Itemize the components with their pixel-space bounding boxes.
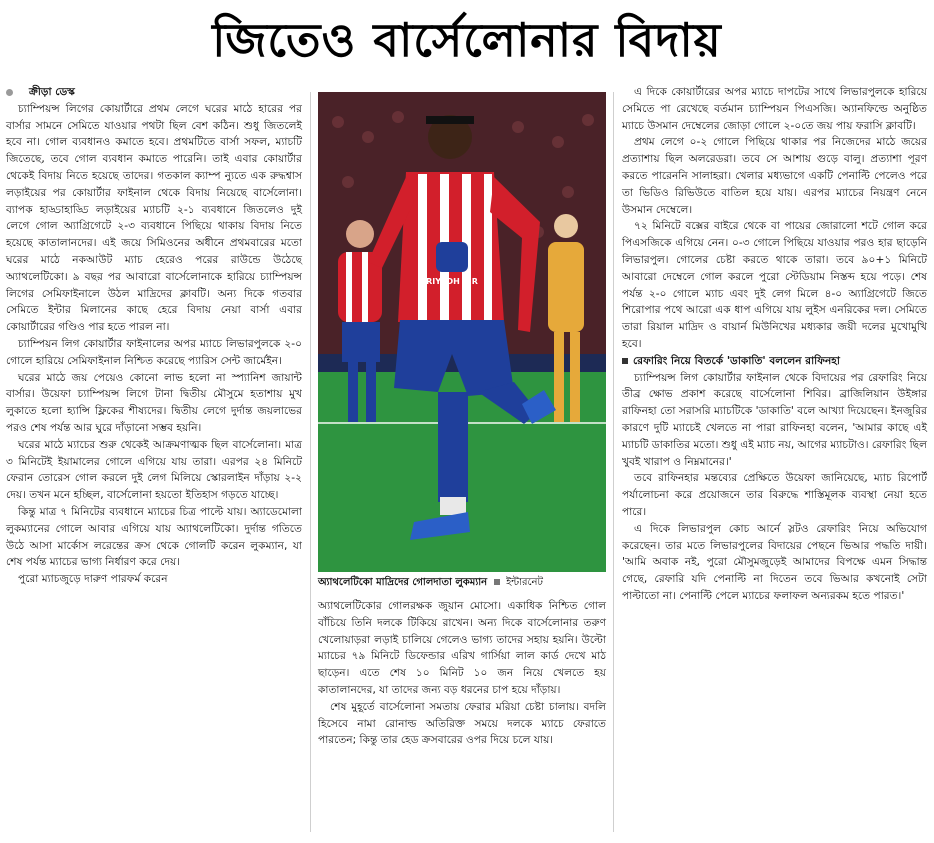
article-column-1 (6, 84, 302, 588)
jersey-sponsor: RIYADH AIR (426, 277, 478, 286)
paragraph: ৭২ মিনিটে বক্সের বাইরে থেকে বা পায়ের জোরালো শটে গোল করে পিএসজিকে এগিয়ে নেন। ০-৩ গোলে পিছিয়ে যাওয়ার পরও হার ছাড়েনি লিভারপুল। গোলের চেষ্টা করতে থাকে তারা। তবে ৯০+১ মিনিটে আবারো দেম্বেলে গোল করলে পুরো স্টেডিয়াম নিস্তব্দ হয়ে পড়ে। শেষ পর্যন্ত ২-০ গোলে ম্যাচ এবং দুই লেগ মিলে ৪-০ অ্যাগ্রিগেটে জিতে শিরোপার পথে আরো এক ধাপ এগিয়ে যায় লুইস এনরিকের দল। সেমিতে তারা রিয়াল মাদ্রিদ ও বায়ার্ন মিউনিখের মধ্যকার জয়ী দলের মুখোমুখি হবে। (622, 220, 927, 350)
column-divider (310, 92, 311, 832)
paragraph: এ দিকে কোয়ার্টারের অপর ম্যাচে দাপটের সাথে লিভারপুলকে হারিয়ে সেমিতে পা রেখেছে বর্তমান চ্যাম্পিয়ন পিএসজি। অ্যানফিল্ডে অনুষ্ঠিত ম্যাচে উসমান দেম্বেলের জোড়া গোলে ২-০তে জয় পায় ফরাসি ক্লাবটি। (622, 86, 927, 132)
article-column-2 (318, 598, 606, 749)
desk-label: ক্রীড়া ডেস্ক (29, 86, 75, 98)
paragraph: কিন্তু মাত্র ৭ মিনিটের ব্যবধানে ম্যাচের চিত্র পাল্টে যায়। অ্যাডেমোলা লুকম্যানের গোলে আবার এগিয়ে যায় অ্যাথলেটিকো। দুর্দান্ত গতিতে উঠে আসা মার্কোস লরেন্তের ক্রস থেকে গোলটি করেন লুকম্যান, যা শেষ পর্যন্ত ম্যাচের ভাগ্য নির্ধারণ করে দেয়। (6, 505, 302, 569)
subheading-text: রেফারিং নিয়ে বিতর্কে 'ডাকাতি' বললেন রাফিনহা (633, 354, 840, 367)
bullet-icon (6, 89, 13, 96)
headline: জিতেও বার্সেলোনার বিদায় (212, 13, 722, 67)
paragraph: তবে রাফিনহার মন্তব্যের প্রেক্ষিতে উয়েফা জানিয়েছে, ম্যাচ রিপোর্ট পর্যালোচনা করে প্রয়োজনে তার বিরুদ্ধে শাস্তিমূলক ব্যবস্থা নেয়া হতে পারে। (622, 472, 927, 518)
caption-text: অ্যাথলেটিকো মাদ্রিদের গোলদাতা লুকম্যান (318, 577, 488, 588)
subheading (622, 353, 927, 370)
desk-line (6, 84, 302, 101)
paragraph: অ্যাথলেটিকোর গোলরক্ষক জুয়ান মোসো। একাধিক নিশ্চিত গোল বাঁচিয়ে তিনি দলকে টিকিয়ে রাখেন। অন্য দিকে বার্সেলোনার তরুণ খেলোয়াড়রা লড়াই চালিয়ে গেলেও ভাগ্য তাদের সহায় হয়নি। উল্টো ম্যাচের ৭৯ মিনিটে ডিফেন্ডার এরিখ গার্সিয়া লাল কার্ড দেখে মাঠ ছাড়েন। এতে শেষ ১০ মিনিট ১০ জন নিয়ে খেলতে হয় কাতালানদের, যা তাদের জন্য বড় ধরনের চাপ হয়ে দাঁড়ায়। (318, 600, 606, 696)
photo-credit: ইন্টারনেট (506, 577, 543, 588)
paragraph: চ্যাম্পিয়ন্স লিগ কোয়ার্টার ফাইনাল থেকে বিদায়ের পর রেফারিং নিয়ে তীব্র ক্ষোভ প্রকাশ করেছে বার্সেলোনা শিবির। ব্রাজিলিয়ান উইঙ্গার রাফিনহা তো সরাসরি ম্যাচটিকে 'ডাকাতি' বলে আখ্যা দিয়েছেন। ইনজুরির কারণে দুটি ম্যাচেই খেলতে না পারা রাফিনহা বলেন, 'আমার কাছে এই ম্যাচটি ডাকাতির মতো। শুধু এই ম্যাচ নয়, আগের ম্যাচটাও। রেফারিং ছিল খুবই খারাপ ও নিম্নমানের।' (622, 371, 927, 468)
paragraph: চ্যাম্পিয়ন্স লিগের কোয়ার্টারে প্রথম লেগে ঘরের মাঠে হারের পর বার্সার সামনে সেমিতে যাওয়ার পথটা ছিল বেশ কঠিন। শুধু জিতলেই হবে না। গোল ব্যবধানও কমাতে হবে। প্রথমটিতে বার্সা সফল, ম্যাচটি জিতেছে, তবে গোল ব্যবধান কমাতে পারেনি। তাই এবার কোয়ার্টার থেকেই বিদায় নিতে হয়েছে তাদের। গতকাল ক্যাম্প ন্যুতে এক রুদ্ধশ্বাস লড়াইয়ের পর কোয়ার্টার ফাইনাল থেকে বিদায় নিয়েছে বার্সেলোনা। ব্যাপক হাড্ডাহাড্ডি লড়াইয়ের ম্যাচটি ২-১ ব্যবধানে জিতলেও দুই লেগে গোল অ্যাগ্রিগেটে ২-৩ ব্যবধানে পিছিয়ে থাকায় বিদায় নিতে হয়েছে কাতালানদের। এই জয়ে সিমিওনের অধীনে প্রথমবারের মতো ঘরের মাঠে নকআউট ম্যাচ হেরেও পরের রাউন্ডে উঠেছে অ্যাথলেটিকো। ৯ বছর পর আবারো বার্সেলোনাকে হারিয়ে চ্যাম্পিয়ন্স লিগের সেমিফাইনালে উঠল মাদ্রিদের ক্লাবটি। অন্য দিকে গতবার সেমিতে ইন্টার মিলানের কাছে হেরে বিদায় নেয়া বার্সা এবার কোয়ার্টারের গণ্ডিও পার হতে পারল না। (6, 102, 302, 334)
paragraph: চ্যাম্পিয়ন লিগ কোয়ার্টার ফাইনালের অপর ম্যাচে লিভারপুলকে ২-০ গোলে হারিয়ে সেমিফাইনাল নিশ্চিত করেছে প্যারিস সেন্ট জার্মেইন। (6, 337, 302, 367)
celebrating-player-image (318, 92, 606, 572)
article-column-3 (622, 84, 927, 605)
paragraph: ঘরের মাঠে জয় পেয়েও কোনো লাভ হলো না স্প্যানিশ জায়ান্ট বার্সার। উয়েফা চ্যাম্পিয়ন্স লিগে টানা দ্বিতীয় মৌসুমে হতাশায় মুখ লুকাতে হলো হ্যান্সি ফ্লিকের শীষ্যদের। দ্বিতীয় লেগে দুর্দান্ত জয়লাভের পরও শেষ পর্যন্ত আর ঘুরে দাঁড়ানো সম্ভব হয়নি। (6, 371, 302, 434)
photo-caption (318, 574, 606, 592)
square-marker-icon (622, 358, 628, 364)
paragraph: প্রথম লেগে ০-২ গোলে পিছিয়ে থাকার পর নিজেদের মাঠে জয়ের প্রত্যাশায় ছিল অলরেডরা। তবে সে আশায় গুড়ে বালু। প্রত্যাশা পূরণ করতে পারেননি সালাহরা। খেলার মধ্যভাগে একটি পেনাল্টি পেলেও পরে তা ভিডিও রিভিউতে বাতিল হয়ে যায়। এরপর ম্যাচের নিয়ন্ত্রণ নেনে উসমান দেম্বেলে। (622, 136, 927, 216)
square-separator-icon (494, 579, 500, 585)
paragraph: পুরো ম্যাচজুড়ে দারুণ পারফর্ম করেন (18, 573, 168, 586)
column-divider (613, 92, 614, 832)
article-photo (318, 92, 606, 572)
paragraph: এ দিকে লিভারপুল কোচ আর্নে স্লটও রেফারিং নিয়ে অভিযোগ করেছেন। তার মতে লিভারপুলের বিদায়ের পেছনে ভিআর পদ্ধতি দায়ী। 'আমি অবাক নই, পুরো মৌসুমজুড়েই আমাদের বিপক্ষে এমন সিদ্ধান্ত গেছে, রেফারি যদি পেনাল্টি না দিতেন তবে ভিআর কখনোই সেটা পাল্টাতো না। পেনাল্টি পেলে ম্যাচের ফলাফল অন্যরকম হতে পারত।' (622, 522, 927, 602)
paragraph: শেষ মুহূর্তে বার্সেলোনা সমতায় ফেরার মরিয়া চেষ্টা চালায়। বদলি হিসেবে নামা রোনাল্ড অতিরিক্ত সময়ে দলকে ম্যাচে ফেরাতে পারতেন; কিন্তু তার হেড ক্রসবারের ওপর দিয়ে চলে যায়। (318, 700, 606, 747)
paragraph: ঘরের মাঠে ম্যাচের শুরু থেকেই আক্রমণাত্মক ছিল বার্সেলোনা। মাত্র ৩ মিনিটেই ইয়ামালের গোলে এগিয়ে যায় তারা। এরপর ২৪ মিনিটে ফেরান তোরেস গোল করলে দুই লেগ মিলিয়ে স্কোরলাইন দাঁড়ায় ২-২ দেয়। তখন মনে হচ্ছিল, বার্সেলোনা হয়তো ইতিহাস গড়তে যাচ্ছে। (6, 438, 302, 502)
